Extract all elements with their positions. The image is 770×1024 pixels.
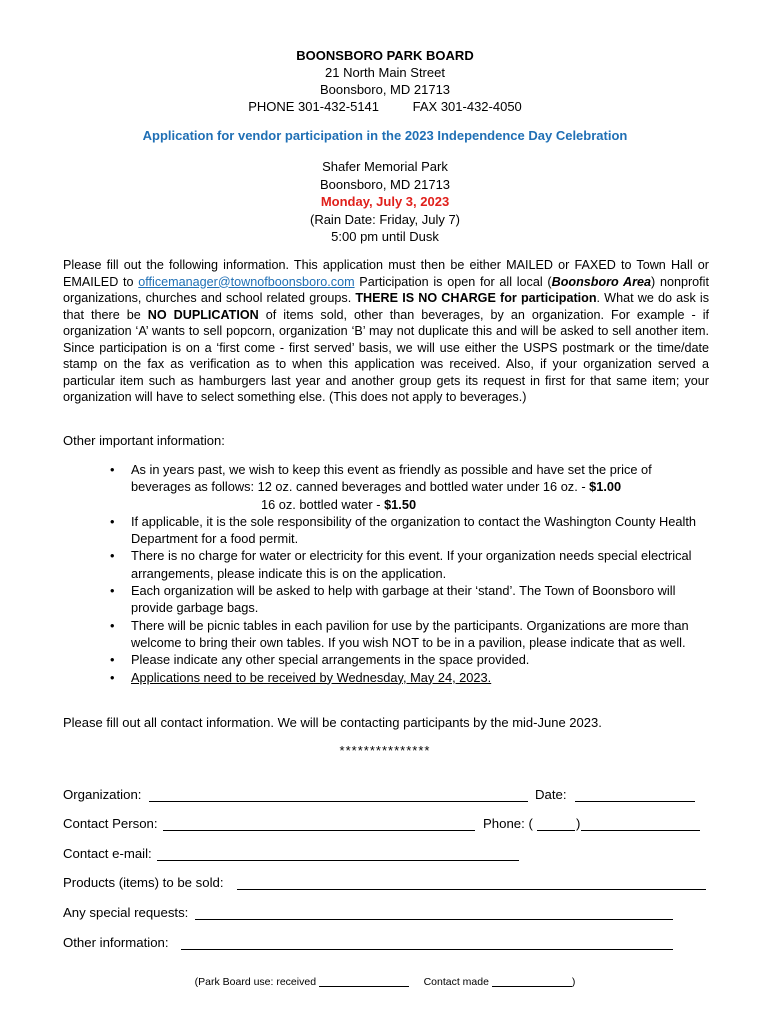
date-field[interactable] [575, 787, 695, 802]
event-time: 5:00 pm until Dusk [331, 229, 439, 244]
list-item-electricity: • There is no charge for water or electricity for this event. If your organization needs special electrical arrangements, please indicate this is on the application. [110, 547, 710, 582]
phone-number: PHONE 301-432-5141 [248, 99, 380, 114]
price-bottled: $1.50 [384, 496, 417, 512]
letterhead [0, 47, 770, 115]
organization-row [63, 787, 703, 805]
street-address: 21 North Main Street [325, 65, 445, 80]
list-item-bottled [110, 496, 710, 513]
other-info-label: Other information: [63, 935, 169, 950]
organization-field[interactable] [149, 787, 528, 802]
date-label: Date: [535, 787, 567, 802]
email-label: Contact e-mail: [63, 846, 152, 861]
contact-person-label: Contact Person: [63, 816, 158, 831]
no-charge-notice: THERE IS NO CHARGE for participation [355, 291, 597, 305]
list-item-garbage: • Each organization will be asked to help with garbage at their ‘stand’. The Town of Boonsboro will provide garbage bags. [110, 582, 710, 617]
list-item-beverages [110, 461, 710, 496]
contact-made-field[interactable] [492, 986, 572, 987]
bottled-text: 16 oz. bottled water - [261, 496, 385, 512]
intro-paragraph [63, 257, 709, 406]
separator-stars: *************** [339, 743, 431, 758]
special-requests-field[interactable] [195, 905, 673, 920]
contact-person-field[interactable] [163, 816, 475, 831]
products-row [63, 875, 708, 893]
application-title: Application for vendor participation in the 2023 Independence Day Celebration [142, 128, 628, 143]
other-info-heading: Other important information: [63, 433, 225, 448]
org-name: BOONSBORO PARK BOARD [296, 48, 474, 63]
price-canned: $1.00 [589, 479, 622, 495]
rain-date: (Rain Date: Friday, July 7) [309, 211, 461, 227]
email-row [63, 846, 703, 864]
park-name: Shafer Memorial Park [322, 159, 448, 174]
event-details [0, 158, 770, 246]
list-item-special: • Please indicate any other special arrangements in the space provided. [110, 651, 710, 668]
phone-paren: ) [576, 816, 581, 831]
email-link[interactable]: officemanager@townofboonsboro.com [138, 274, 355, 289]
contact-person-row [63, 816, 703, 834]
event-date: Monday, July 3, 2023 [320, 194, 450, 209]
phone-label: Phone: ( [483, 816, 533, 831]
intro-text-5: of items sold, other than beverages, by an organization. For example - if organization ‘A’ wants to sell popcorn, organization ‘B’ may not duplicate this and will be asked to sell another item. Since participation is on a ‘first come - first served’ basis, we will use either the USPS postmark or the time/date stamp on the fax as verification as to when this application was received. Also, if your organization served a particular item such as hamburgers last year and another group gets its request in first for that same item; your organization will have to select something else. (This does not apply to beverages.) [63, 307, 709, 404]
email-field[interactable] [157, 846, 519, 861]
received-label: (Park Board use: received [194, 976, 317, 988]
info-list [110, 461, 710, 686]
fax-number: FAX 301-432-4050 [412, 99, 522, 114]
list-item-tables: • There will be picnic tables in each pavilion for use by the participants. Organizations are more than welcome to bring their own tables. If you wish NOT to be in a pavilion, please indicate that as well. [110, 617, 710, 652]
city-address: Boonsboro, MD 21713 [319, 82, 451, 97]
boonsboro-area: Boonsboro Area [551, 274, 652, 289]
list-item-permit: • If applicable, it is the sole responsibility of the organization to contact the Washington County Health Department for a food permit. [110, 513, 710, 548]
contact-note: Please fill out all contact information. We will be contacting participants by the mid-June 2023. [63, 715, 602, 730]
area-code-field[interactable] [537, 816, 575, 831]
footer-close: ) [571, 976, 576, 988]
contact-numbers [0, 98, 770, 115]
intro-text-4: . What we do ask is that there be [63, 291, 709, 322]
beverage-text: As in years past, we wish to keep this event as friendly as possible and have set the price of beverages as follows: 12 oz. canned beverages and bottled water under 16 oz. - [131, 462, 652, 495]
no-duplication-notice: NO DUPLICATION [147, 307, 259, 322]
phone-field[interactable] [581, 816, 700, 831]
intro-text-2: Participation is open for all local ( [354, 274, 552, 289]
deadline-text: Applications need to be received by Wednesday, May 24, 2023. [131, 669, 492, 685]
other-info-row [63, 935, 708, 953]
intro-text-1: Please fill out the following information. This application must then be either MAILED or FAXED to Town Hall or EMAILED to [63, 258, 709, 289]
special-requests-label: Any special requests: [63, 905, 189, 920]
special-requests-row [63, 905, 708, 923]
other-info-field[interactable] [181, 935, 673, 950]
park-city: Boonsboro, MD 21713 [319, 176, 451, 192]
intro-text-3: ) nonprofit organizations, churches and school related groups. [63, 274, 709, 305]
contact-made-label: Contact made [423, 976, 489, 988]
products-field[interactable] [237, 875, 706, 890]
products-label: Products (items) to be sold: [63, 875, 224, 890]
office-use-footer [0, 976, 770, 988]
received-field[interactable] [319, 986, 409, 987]
organization-label: Organization: [63, 787, 142, 802]
list-item-deadline [110, 669, 710, 686]
